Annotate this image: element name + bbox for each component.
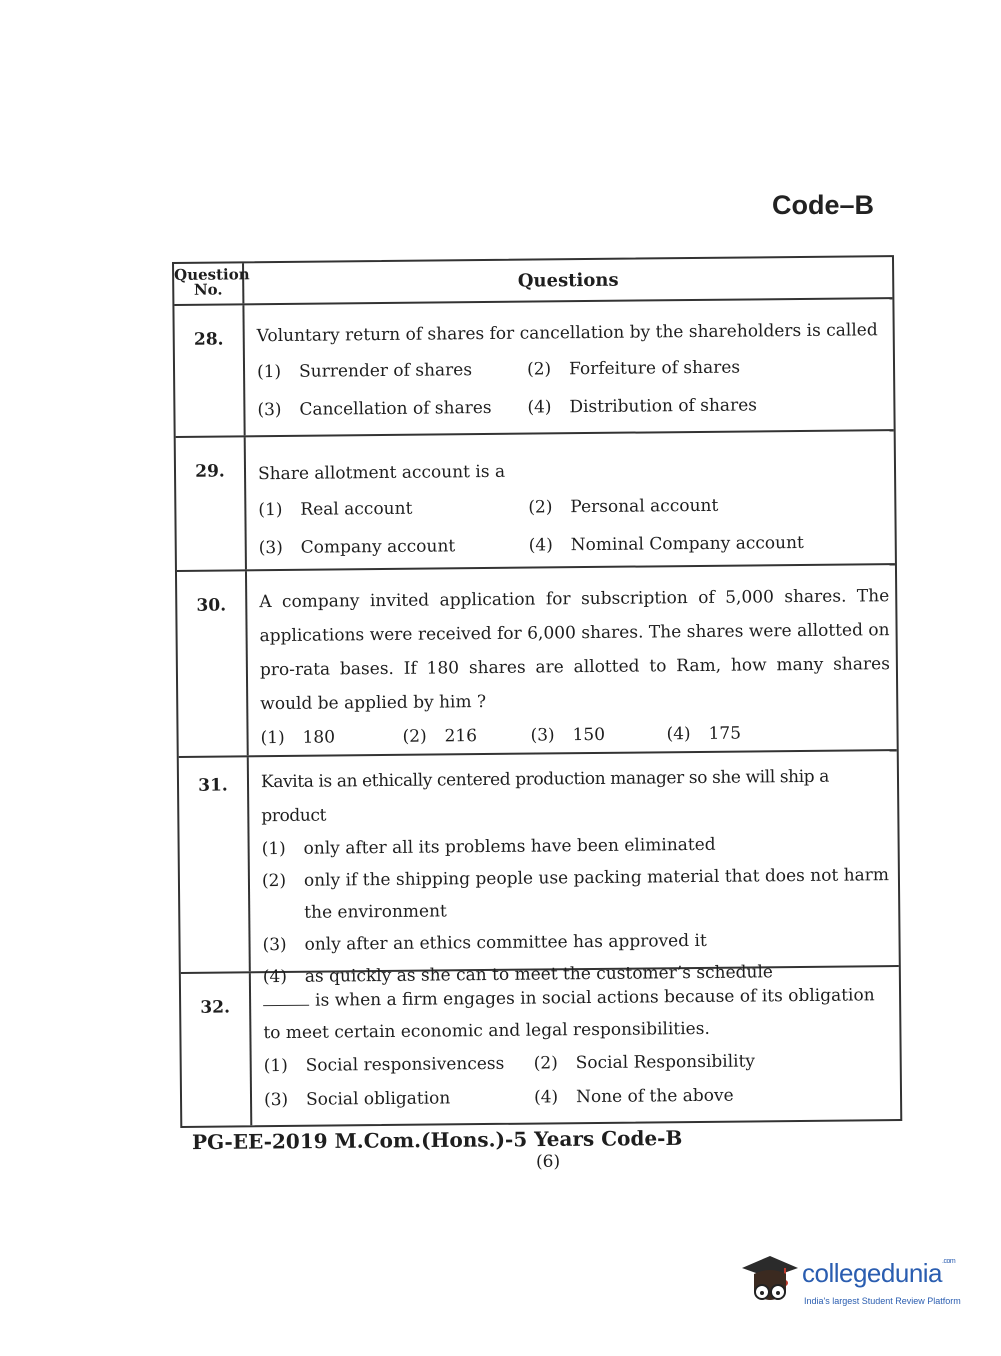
option-2: (2) Forfeiture of shares xyxy=(526,357,741,380)
logo-tagline: India's largest Student Review Platform xyxy=(804,1296,961,1306)
code-label: Code–B xyxy=(772,190,875,220)
option-1: (1) Social responsivencess xyxy=(263,1053,505,1077)
question-body xyxy=(247,565,897,755)
question-stem: Kavita is an ethically centered production manager so she will ship a product xyxy=(260,766,830,827)
question-stem: A company invited application for subscription of 5,000 shares. The applications were received for 6,000 shares. The shares were allotted on pro-rata bases. If 180 shares are allotted to Ram, how many shares would be applied by him ? xyxy=(259,586,890,715)
question-number: 28. xyxy=(174,305,245,436)
option-1: (1) 180 xyxy=(260,727,336,749)
question-stem: Share allotment account is a xyxy=(257,461,506,485)
question-row-32 xyxy=(181,967,900,1126)
fill-in-blank xyxy=(263,987,309,1006)
question-body xyxy=(244,299,893,435)
option-3: (3) only after an ethics committee has approved it xyxy=(262,930,707,956)
question-no-header: Question No. xyxy=(174,263,244,304)
question-table xyxy=(172,255,902,1128)
student-mascot-icon xyxy=(740,1252,800,1312)
questions-header: Questions xyxy=(517,269,619,292)
option-4: (4) Nominal Company account xyxy=(528,532,804,556)
question-row-28 xyxy=(174,299,893,438)
question-number: 30. xyxy=(177,571,249,756)
question-body xyxy=(246,431,895,569)
question-row-30 xyxy=(177,565,897,758)
option-1: (1) Surrender of shares xyxy=(256,360,473,383)
question-body xyxy=(251,967,900,1125)
options xyxy=(260,715,890,755)
option-2: (2) Personal account xyxy=(528,495,719,518)
question-stem: is when a firm engages in social actions because of its obligation to meet certain economic and legal responsibilities. xyxy=(263,985,875,1044)
option-4: (4) 175 xyxy=(666,723,742,745)
question-row-29 xyxy=(176,431,895,572)
logo-wordmark: collegedunia$^{.com}$ xyxy=(802,1258,956,1288)
options xyxy=(258,485,889,567)
option-4: (4) Distribution of shares xyxy=(527,395,758,418)
collegedunia-logo xyxy=(740,1252,970,1314)
options xyxy=(257,347,888,429)
page-footer: PG-EE-2019 M.Com.(Hons.)-5 Years Code-B xyxy=(191,1125,683,1155)
question-number: 29. xyxy=(176,437,247,570)
table-header xyxy=(174,257,892,306)
option-1: (1) only after all its problems have been eliminated xyxy=(261,834,716,860)
option-2: (2) 216 xyxy=(402,726,478,747)
question-number: 32. xyxy=(181,973,252,1126)
question-row-31 xyxy=(179,751,899,988)
option-4: (4) as quickly as she can to meet the customer’s schedule xyxy=(262,962,774,988)
option-3: (3) 150 xyxy=(530,724,606,746)
option-2: (2) Social Responsibility xyxy=(533,1051,756,1074)
option-1: (1) Real account xyxy=(258,498,413,521)
options xyxy=(264,1043,895,1117)
question-body xyxy=(249,751,899,988)
page-number: (6) xyxy=(536,1152,561,1172)
question-number: 31. xyxy=(179,757,251,972)
option-2: (2) only if the shipping people use packing material that does not harm the environment xyxy=(261,865,890,923)
option-4: (4) None of the above xyxy=(533,1085,734,1108)
option-3: (3) Cancellation of shares xyxy=(257,397,492,421)
option-3: (3) Social obligation xyxy=(263,1088,451,1111)
question-stem: Voluntary return of shares for cancellation by the shareholders is called xyxy=(256,320,878,347)
option-3: (3) Company account xyxy=(258,536,456,559)
